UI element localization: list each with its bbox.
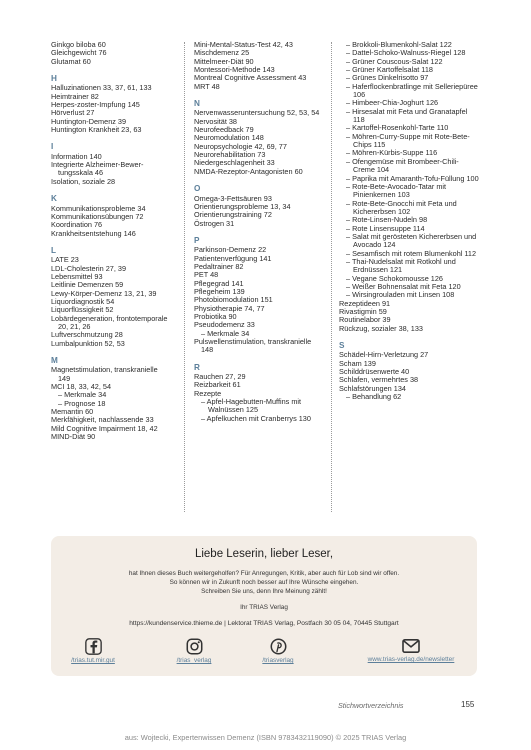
index-entry: Routinelabor 39 [339,315,391,325]
index-entry: Heimtrainer 82 [51,91,99,101]
index-entry: Pseudodemenz 33 [194,320,255,330]
index-entry: Östrogen 31 [194,218,235,228]
index-entry: Photobiomodulation 151 [194,295,273,305]
reader-box-signature: Ihr TRIAS Verlag [240,604,288,611]
index-subentry: – Ofengemüse mit Brombeer-Chili-Creme 104 [346,156,459,175]
index-entry: Lobärdegeneration, frontotemporale 20, 21, 26 [51,313,168,331]
index-subentry: – Grüner Kartoffelsalat 118 [346,65,433,75]
column-divider-2 [331,42,332,512]
index-subentry: – Hirsesalat mit Feta und Granatapfel 118 [346,106,468,125]
social-newsletter[interactable] [346,638,476,663]
index-entry: Leitlinie Demenzen 59 [51,280,124,290]
facebook-icon [85,638,102,655]
index-entry: Schlafen, vermehrtes 38 [339,375,419,385]
index-entry: Pedaltrainer 82 [194,261,244,271]
index-entry: Kommunikationsprobleme 34 [51,203,146,213]
index-entry: Memantin 60 [51,407,94,417]
index-entry: Physiotherapie 74, 77 [194,303,265,313]
index-entry: Schädel-Hirn-Verletzung 27 [339,350,429,360]
index-subentry: – Merkmale 34 [58,390,107,400]
index-letter: K [51,194,57,204]
index-entry: Omega-3-Fettsäuren 93 [194,193,272,203]
mail-icon [402,638,420,654]
social-pinterest[interactable] [233,638,323,664]
index-entry: Probiotika 90 [194,311,237,321]
index-column-3 [339,41,479,401]
index-letter: O [194,184,201,194]
index-entry: Rückzug, sozialer 38, 133 [339,323,423,333]
index-letter: H [51,74,57,84]
index-entry: Gleichgewicht 76 [51,48,107,58]
index-entry: Orientierungsprobleme 13, 34 [194,201,291,211]
index-entry: Scham 139 [339,358,376,368]
index-entry: Neuromodulation 148 [194,133,264,143]
index-entry: LATE 23 [51,255,79,265]
index-entry: Reizbarkeit 61 [194,380,241,390]
index-entry: Krankheitsentstehung 146 [51,228,136,238]
index-entry: Glutamat 60 [51,56,91,66]
index-subentry: – Weißer Bohnensalat mit Feta 120 [346,281,461,291]
index-entry: Nervenwasseruntersuchung 52, 53, 54 [194,108,320,118]
index-subentry: – Sesamfisch mit rotem Blumenkohl 112 [346,248,477,258]
index-subentry: – Himbeer-Chia-Joghurt 126 [346,98,439,108]
index-entry: Huntington Krankheit 23, 63 [51,125,142,135]
index-entry: Rivastigmin 59 [339,307,387,316]
social-label[interactable]: /trias.tut.mir.gut [71,657,115,664]
index-entry: Pulswellenstimulation, transkranielle 148 [194,337,312,355]
index-entry: NMDA-Rezeptor-Antagonisten 60 [194,166,303,176]
index-subentry: – Wirsingrouladen mit Linsen 108 [346,290,455,300]
index-entry: Mittelmeer-Diät 90 [194,56,254,66]
index-letter: S [339,341,345,351]
index-subentry: – Rote-Linsen-Nudeln 98 [346,215,428,225]
index-entry: Schilddrüsenwerte 40 [339,367,410,377]
index-letter: L [51,245,57,255]
index-subentry: – Brokkoli-Blumenkohl-Salat 122 [346,40,452,49]
reader-box-text [71,569,457,596]
index-subentry: – Vegane Schokomousse 126 [346,273,443,283]
index-subentry: – Rote-Bete-Avocado-Tatar mit Pinienkernen 103 [346,181,447,200]
index-entry: Montreal Cognitive Assessment 43 [194,73,307,83]
index-entry: Pflegegrad 141 [194,278,244,288]
reader-box-title: Liebe Leserin, lieber Leser, [194,548,334,560]
social-label[interactable]: /trias_verlag [176,657,212,664]
index-letter: N [194,99,200,109]
index-entry: Rauchen 27, 29 [194,372,246,382]
index-entry: Lumbalpunktion 52, 53 [51,338,125,348]
index-entry: Liquorflüssigkeit 52 [51,305,114,315]
index-entry: Parkinson-Demenz 22 [194,245,267,255]
index-entry: MRT 48 [194,81,220,91]
social-facebook[interactable] [48,638,138,664]
index-entry: Rezeptideen 91 [339,298,391,308]
index-subentry: – Apfel-Hagebutten-Muffins mit Walnüssen 125 [201,397,302,415]
index-entry: Halluzinationen 33, 37, 61, 133 [51,83,152,93]
index-entry: Liquordiagnostik 54 [51,296,115,306]
index-entry: Mild Cognitive Impairment 18, 42 [51,423,158,433]
index-entry: Magnetstimulation, transkranielle 149 [51,365,158,383]
index-entry: Mischdemenz 25 [194,48,250,58]
index-entry: Nervosität 38 [194,116,237,126]
social-label[interactable]: /triasverlag [262,657,294,664]
index-entry: Neurofeedback 79 [194,125,254,135]
index-subentry: – Möhren-Kürbis-Suppe 116 [346,148,438,158]
index-entry: LDL-Cholesterin 27, 39 [51,263,127,273]
index-entry: Information 140 [51,151,102,161]
index-entry: Integrierte Alzheimer-Bewertungsskala 46 [51,160,144,178]
index-letter: P [194,235,200,245]
index-entry: Huntington-Demenz 39 [51,116,127,126]
index-subentry: – Dattel-Schoko-Walnuss-Riegel 128 [346,48,466,58]
index-entry: Patientenverfügung 141 [194,253,272,263]
index-subentry: – Thai-Nudelsalat mit Rotkohl und Erdnüssen 121 [346,256,456,275]
reader-feedback-box [51,536,477,676]
social-instagram[interactable] [149,638,239,664]
index-subentry: – Grünes Dinkelrisotto 97 [346,73,429,83]
index-entry: Niedergeschlagenheit 33 [194,158,275,168]
index-subentry: – Grüner Couscous-Salat 122 [346,56,443,66]
page-number: 155 [461,700,475,709]
index-entry: Montessori-Methode 143 [194,65,275,75]
instagram-icon [186,638,203,655]
index-subentry: – Merkmale 34 [201,328,250,338]
index-subentry: – Apfelkuchen mit Cranberrys 130 [201,413,311,423]
index-entry: Pflegeheim 139 [194,286,245,296]
index-entry: Koordination 76 [51,220,103,230]
index-entry: PET 48 [194,270,219,280]
reader-box-contact[interactable]: https://kundenservice.thieme.de | Lektorat TRIAS Verlag, Postfach 30 05 04, 70445 Stuttgart [129,620,399,627]
index-entry: Hörverlust 27 [51,108,95,118]
index-entry: MCI 18, 33, 42, 54 [51,382,112,392]
index-subentry: – Kartoffel-Rosenkohl-Tarte 110 [346,123,449,133]
index-letter: R [194,362,200,372]
index-entry: Mini-Mental-Status-Test 42, 43 [194,40,293,49]
index-subentry: – Prognose 18 [58,398,106,408]
index-column-2 [194,41,324,423]
column-divider-1 [184,42,185,512]
reader-box-text-line: hat Ihnen dieses Buch weitergeholfen? Für Anregungen, Kritik, aber auch für Lob sind wir offen. [128,570,400,577]
social-label[interactable]: www.trias-verlag.de/newsletter [367,656,455,663]
index-subentry: – Rote Linsensuppe 114 [346,223,425,233]
index-column-1 [51,41,169,441]
index-letter: I [51,142,54,152]
index-entry: MIND-Diät 90 [51,432,96,442]
index-entry: Neurorehabilitation 73 [194,150,266,160]
pinterest-icon [270,638,287,655]
index-subentry: – Haferflockenbratlinge mit Selleriepüree 106 [346,81,478,100]
index-entry: Orientierungstraining 72 [194,210,272,220]
index-entry: Isolation, soziale 28 [51,176,116,186]
index-entry: Kommunikationsübungen 72 [51,211,144,221]
reader-box-text-line: Schreiben Sie uns, denn Ihre Meinung zählt! [201,588,327,596]
source-line: aus: Wojtecki, Expertenwissen Demenz (ISBN 9783432119090) © 2025 TRIAS Verlag [124,733,407,742]
index-entry: Neuropsychologie 42, 69, 77 [194,141,287,151]
index-entry: Luftverschmutzung 28 [51,330,123,340]
index-entry: Lewy-Körper-Demenz 13, 21, 39 [51,288,157,298]
index-subentry: – Behandlung 62 [346,392,402,402]
index-subentry: – Möhren-Curry-Suppe mit Rote-Bete-Chips 115 [346,131,470,150]
index-entry: Merkfähigkeit, nachlassende 33 [51,415,154,425]
index-subentry: – Rote-Bete-Gnocchi mit Feta und Kichererbsen 102 [346,198,457,216]
index-subentry: – Salat mit gerösteten Kichererbsen und Avocado 124 [346,231,477,250]
index-subentry: – Paprika mit Amaranth-Tofu-Füllung 100 [346,173,479,183]
index-letter: M [51,356,58,365]
reader-box-text-line: So können wir in Zukunft noch besser auf Ihre Wünsche eingehen. [169,579,359,587]
index-entry: Ginkgo biloba 60 [51,40,106,49]
index-entry: Lebensmittel 93 [51,271,103,281]
index-entry: Schlafstörungen 134 [339,383,406,393]
index-entry: Herpes-zoster-Impfung 145 [51,100,140,110]
footer-section-label: Stichwortverzeichnis [338,701,404,710]
index-entry: Rezepte [194,388,222,398]
